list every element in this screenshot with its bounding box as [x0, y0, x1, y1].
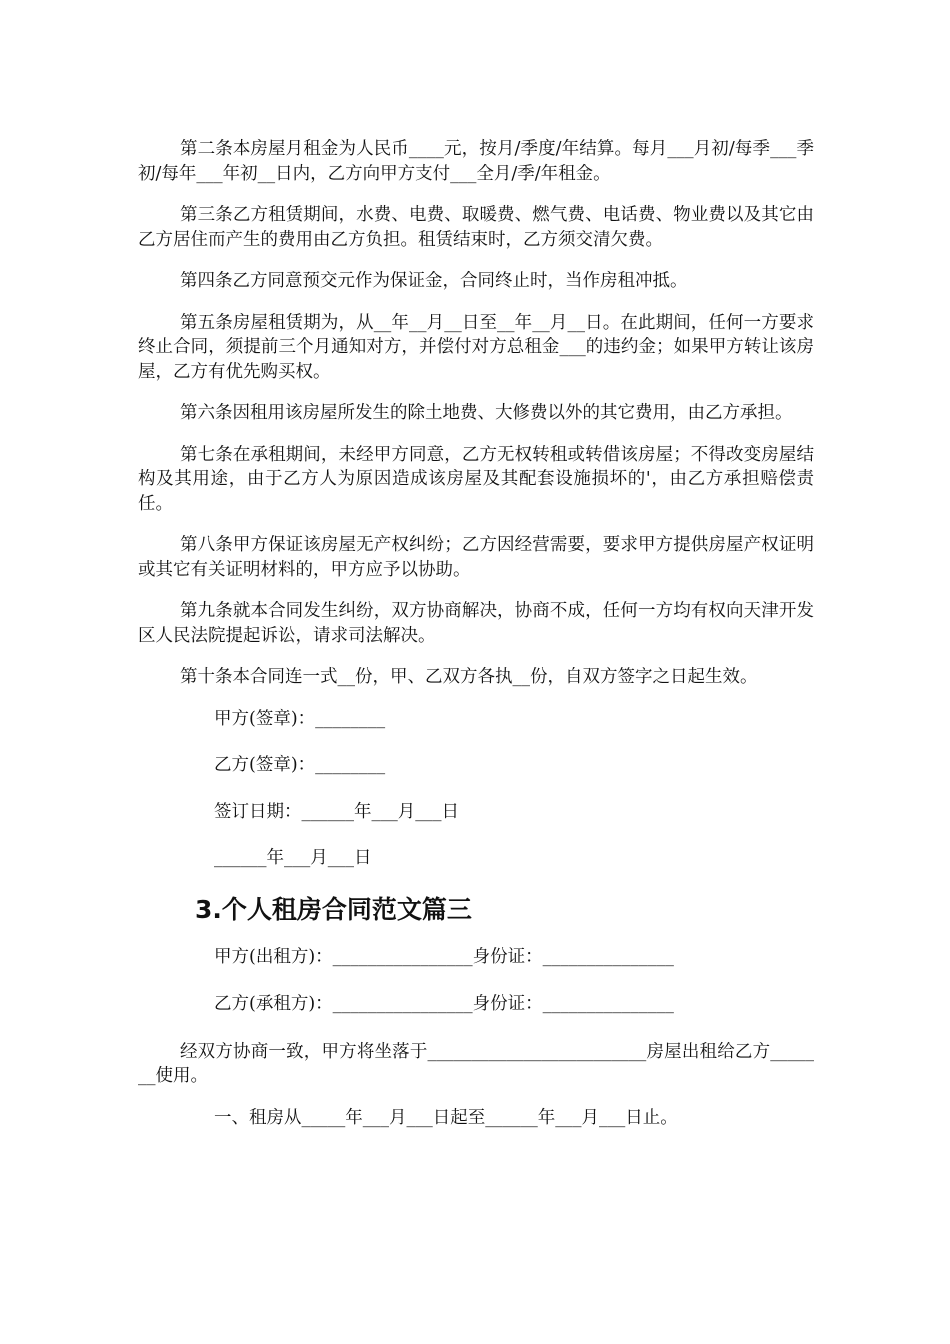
- article-10: 第十条本合同连一式__份，甲、乙双方各执__份，自双方签字之日起生效。: [180, 667, 758, 687]
- intro-paragraph: 经双方协商一致，甲方将坐落于_________________________房屋出租给乙方_______使用。: [138, 1041, 814, 1086]
- article-9: 第九条就本合同发生纠纷，双方协商解决，协商不成，任何一方均有权向天津开发区人民法院提起诉讼，请求司法解决。: [138, 601, 814, 646]
- article-8: 第八条甲方保证该房屋无产权纠纷；乙方因经营需要，要求甲方提供房屋产权证明或其它有关证明材料的，甲方应予以协助。: [138, 535, 814, 580]
- article-6: 第六条因租用该房屋所发生的除土地费、大修费以外的其它费用，由乙方承担。: [180, 403, 793, 423]
- article-5: 第五条房屋租赁期为，从__年__月__日至__年__月__日。在此期间，任何一方要求终止合同，须提前三个月通知对方，并偿付对方总租金___的违约金；如果甲方转让该房屋，乙方有优先购买权。: [138, 312, 814, 382]
- article-4: 第四条乙方同意预交元作为保证金，合同终止时，当作房租冲抵。: [180, 271, 688, 291]
- article-2: 第二条本房屋月租金为人民币____元，按月/季度/年结算。每月___月初/每季___季初/每年___年初__日内，乙方向甲方支付___全月/季/年租金。: [138, 139, 814, 184]
- party-b-signature: 乙方(签章)：________: [214, 755, 386, 775]
- date-line: ______年___月___日: [214, 848, 372, 868]
- lessee-line: 乙方(承租方)：________________身份证：_______________: [214, 994, 674, 1014]
- document-page: [138, 137, 814, 1153]
- sign-date: 签订日期：______年___月___日: [214, 801, 459, 822]
- article-3: 第三条乙方租赁期间，水费、电费、取暖费、燃气费、电话费、物业费以及其它由乙方居住而产生的费用由乙方负担。租赁结束时，乙方须交清欠费。: [138, 205, 814, 250]
- party-a-signature: 甲方(签章)：________: [214, 708, 386, 729]
- term-line: 一、租房从_____年___月___日起至______年___月___日止。: [214, 1107, 678, 1128]
- section-heading: 3.个人租房合同范文篇三: [195, 894, 472, 924]
- lessor-line: 甲方(出租方)：________________身份证：_______________: [214, 946, 674, 967]
- article-7: 第七条在承租期间，未经甲方同意，乙方无权转租或转借该房屋；不得改变房屋结构及其用途，由于乙方人为原因造成该房屋及其配套设施损坏的'，由乙方承担赔偿责任。: [138, 444, 814, 514]
